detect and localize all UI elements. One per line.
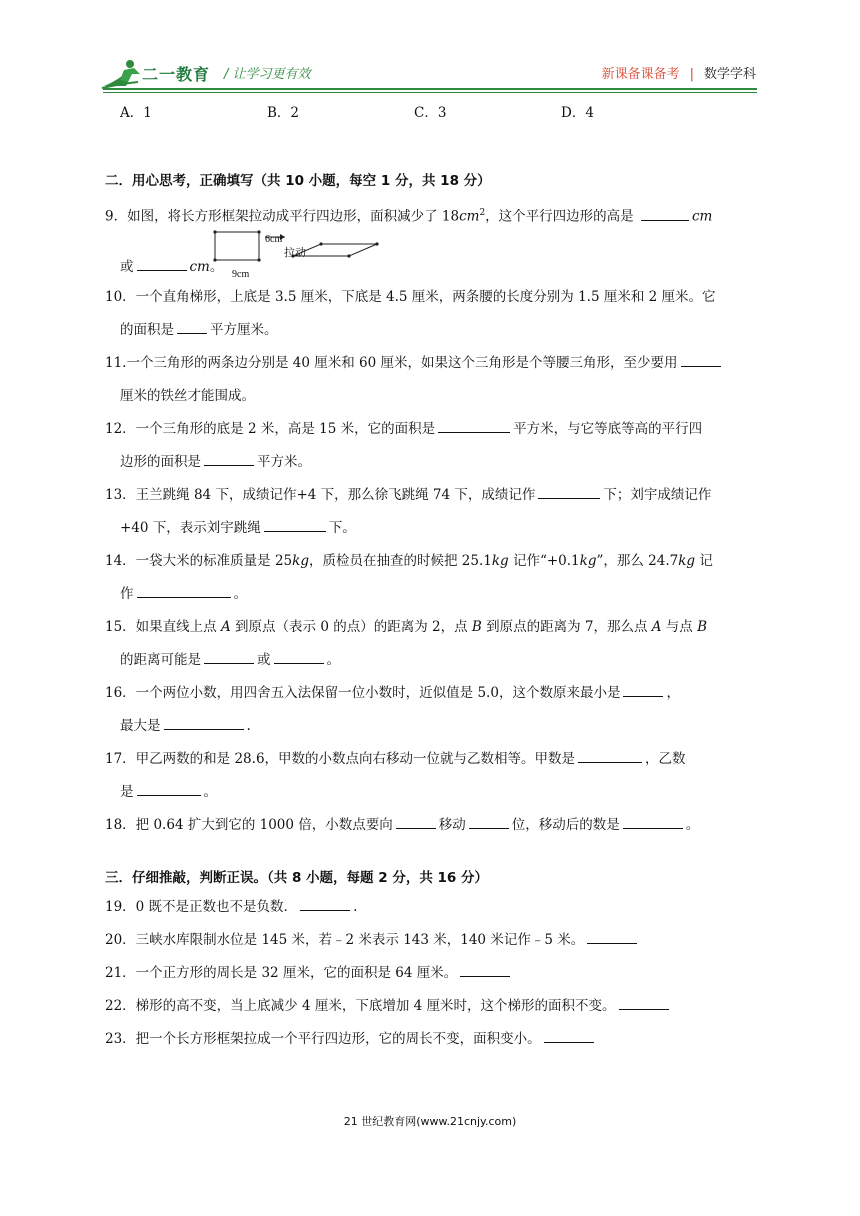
- q11-text-a: 11.一个三角形的两条边分别是 40 厘米和 60 厘米，如果这个三角形是个等腰三角形，至少要用: [105, 354, 678, 371]
- fig-label-width: 9cm: [232, 268, 250, 280]
- options-row: [120, 102, 760, 126]
- question-14: [105, 550, 760, 605]
- answer-blank[interactable]: [264, 517, 326, 532]
- q17-text-d: 。: [203, 783, 217, 800]
- q9-unit-2: cm: [189, 258, 210, 275]
- q14-text-e: 记: [695, 552, 713, 569]
- answer-blank[interactable]: [641, 206, 689, 221]
- q14-text-d: ”，那么 24.7: [596, 552, 679, 569]
- question-18: [105, 814, 760, 836]
- q12-text-c: 边形的面积是: [120, 453, 201, 470]
- question-16: [105, 682, 760, 737]
- q15-point-b-2: B: [697, 618, 708, 635]
- fig-label-height: 6cm: [265, 233, 283, 245]
- page-footer: 21 世纪教育网(www.21cnjy.com): [343, 1115, 517, 1128]
- page-content: [105, 102, 760, 1050]
- answer-blank[interactable]: [300, 896, 350, 911]
- q15-text-d: 与点: [661, 618, 698, 635]
- answer-blank[interactable]: [164, 715, 244, 730]
- answer-blank[interactable]: [623, 814, 683, 829]
- q14-unit-4: kg: [678, 552, 696, 569]
- answer-blank[interactable]: [137, 583, 231, 598]
- q12-text-a: 12．一个三角形的底是 2 米，高是 15 米，它的面积是: [105, 420, 436, 437]
- q23-text: 23．把一个长方形框架拉成一个平行四边形，它的周长不变，面积变小。: [105, 1030, 541, 1047]
- page-header: [0, 0, 860, 100]
- fig-label-pull: 拉动: [284, 246, 306, 259]
- q13-text-d: 下。: [328, 519, 356, 536]
- q14-text-a: 14．一袋大米的标准质量是 25: [105, 552, 293, 569]
- q16-text-c: 最大是: [120, 717, 161, 734]
- q12-text-b: 平方米，与它等底等高的平行四: [513, 420, 703, 437]
- answer-blank[interactable]: [544, 1028, 594, 1043]
- q13-text-a: 13．王兰跳绳 84 下，成绩记作+4 下，那么徐飞跳绳 74 下，成绩记作: [105, 486, 536, 503]
- q18-text-b: 移动: [438, 816, 466, 833]
- q16-text-d: .: [246, 717, 251, 734]
- q13-text-b: 下；刘宇成绩记作: [603, 486, 712, 503]
- logo-text: 二一教育: [142, 65, 211, 84]
- option-c: C．3: [414, 105, 447, 121]
- q17-text-a: 17．甲乙两数的和是 28.6，甲数的小数点向右移动一位就与乙数相等。甲数是: [105, 750, 576, 767]
- q15-point-a-2: A: [651, 618, 662, 635]
- q18-text-a: 18．把 0.64 扩大到它的 1000 倍，小数点要向: [105, 816, 393, 833]
- answer-blank[interactable]: [274, 649, 324, 664]
- q9-line-2: [120, 256, 223, 278]
- q14-text-c: 记作“+0.1: [508, 552, 580, 569]
- q15-text-a: 15．如果直线上点: [105, 618, 221, 635]
- answer-blank[interactable]: [204, 451, 254, 466]
- question-19: [105, 896, 760, 918]
- option-a: A．1: [120, 105, 152, 121]
- section-3-title: 三．仔细推敲，判断正误。（共 8 小题，每题 2 分，共 16 分）: [105, 869, 489, 886]
- answer-blank[interactable]: [681, 352, 721, 367]
- question-17: [105, 748, 760, 803]
- answer-blank[interactable]: [578, 748, 642, 763]
- question-23: [105, 1028, 760, 1050]
- question-9: [105, 202, 760, 228]
- header-rule: [103, 88, 757, 90]
- question-12: [105, 418, 760, 473]
- q9-sup: 2: [479, 208, 486, 218]
- q11-text-b: 厘米的铁丝才能围成。: [120, 387, 255, 404]
- q14-unit-2: kg: [491, 552, 509, 569]
- option-d: D．4: [561, 105, 594, 121]
- q19-period: .: [353, 898, 358, 915]
- section-2-title: 二．用心思考，正确填写（共 10 小题，每空 1 分，共 18 分）: [105, 173, 491, 189]
- q15-text-e: 的距离可能是: [120, 651, 201, 668]
- q15-point-b: B: [471, 618, 482, 635]
- question-15: [105, 616, 760, 671]
- answer-blank[interactable]: [587, 929, 637, 944]
- q17-text-b: ，乙数: [645, 750, 686, 767]
- answer-blank[interactable]: [137, 256, 187, 271]
- q17-text-c: 是: [120, 783, 134, 800]
- q21-text: 21．一个正方形的周长是 32 厘米，它的面积是 64 厘米。: [105, 964, 458, 981]
- q9-text-d: 。: [209, 258, 224, 275]
- q10-text-b: 的面积是: [120, 321, 174, 338]
- q9-text-c: 或: [120, 258, 134, 275]
- q19-text: 19．0 既不是正数也不是负数．: [105, 898, 298, 915]
- q9-text-b: ，这个平行四边形的高是: [485, 208, 634, 225]
- q9-text-a: 9．如图，将长方形框架拉动成平行四边形，面积减少了 18: [105, 208, 460, 225]
- q20-text: 20．三峡水库限制水位是 145 米，若﹣2 米表示 143 米，140 米记作﹣5 米。: [105, 931, 585, 948]
- q14-text-g: 。: [233, 585, 247, 602]
- answer-blank[interactable]: [396, 814, 436, 829]
- q12-text-d: 平方米。: [257, 453, 311, 470]
- option-b: B．2: [267, 105, 300, 121]
- answer-blank[interactable]: [438, 418, 510, 433]
- answer-blank[interactable]: [538, 484, 600, 499]
- q9-unit-cm2: cm: [459, 208, 480, 225]
- answer-blank[interactable]: [460, 962, 510, 977]
- q22-text: 22．梯形的高不变，当上底减少 4 厘米，下底增加 4 厘米时，这个梯形的面积不变。: [105, 997, 616, 1014]
- question-11: [105, 352, 760, 407]
- header-rule-thin: [103, 92, 757, 93]
- question-21: [105, 962, 760, 984]
- header-subject: 数学学科: [703, 67, 756, 82]
- q13-text-c: +40 下，表示刘宇跳绳: [120, 519, 261, 536]
- question-13: [105, 484, 760, 539]
- q15-text-f: 或: [257, 651, 271, 668]
- q14-text-f: 作: [120, 585, 134, 602]
- q18-text-d: 。: [685, 816, 700, 833]
- header-right: [602, 63, 756, 82]
- q15-point-a: A: [220, 618, 231, 635]
- answer-blank[interactable]: [177, 319, 207, 334]
- q10-text-c: 平方厘米。: [210, 321, 278, 338]
- answer-blank[interactable]: [469, 814, 509, 829]
- rectangle-parallelogram-figure: [213, 228, 473, 280]
- q14-text-b: ，质检员在抽查的时候把 25.1: [308, 552, 492, 569]
- q15-text-c: 到原点的距离为 7，那么点: [481, 618, 652, 635]
- question-20: [105, 929, 760, 951]
- header-separator: |: [689, 67, 694, 82]
- answer-blank[interactable]: [204, 649, 254, 664]
- answer-blank[interactable]: [137, 781, 201, 796]
- q16-text-b: ，: [666, 684, 680, 701]
- q18-text-c: 位，移动后的数是: [511, 816, 620, 833]
- question-10: [105, 286, 760, 341]
- answer-blank[interactable]: [619, 995, 669, 1010]
- slogan: / 让学习更有效: [224, 67, 311, 82]
- q9-unit-1: cm: [691, 208, 713, 225]
- q15-text-g: 。: [326, 651, 340, 668]
- header-prefix: 新课备课备考: [601, 67, 680, 82]
- q14-unit-3: kg: [579, 552, 597, 569]
- question-22: [105, 995, 760, 1017]
- q9-figure: [105, 228, 760, 280]
- q10-line-1: 10．一个直角梯形，上底是 3.5 厘米，下底是 4.5 厘米，两条腰的长度分别为 1.5 厘米和 2 厘米。它: [105, 288, 716, 305]
- q16-text-a: 16．一个两位小数，用四舍五入法保留一位小数时，近似值是 5.0，这个数原来最小是: [105, 684, 621, 701]
- answer-blank[interactable]: [623, 682, 663, 697]
- q14-unit-1: kg: [292, 552, 309, 569]
- q15-text-b: 到原点（表示 0 的点）的距离为 2，点: [230, 618, 472, 635]
